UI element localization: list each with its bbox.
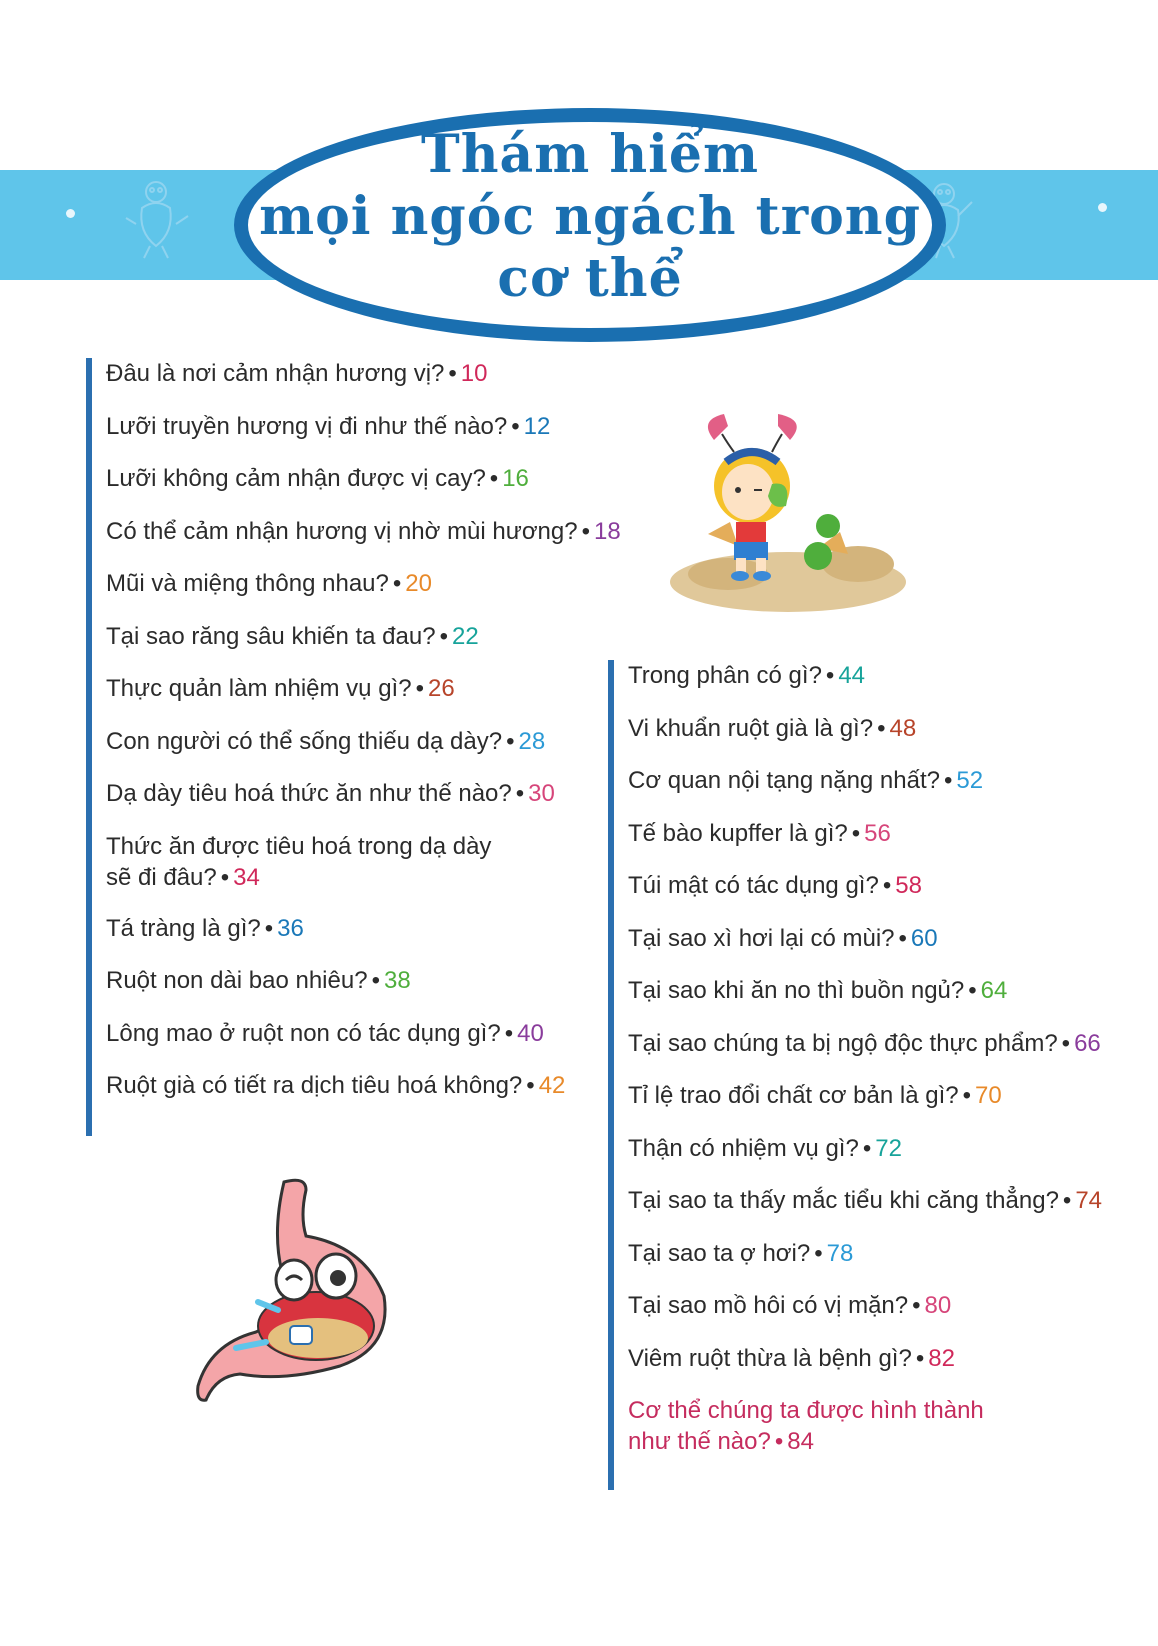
toc-entry-title: Ruột già có tiết ra dịch tiêu hoá không? [106,1072,523,1099]
toc-entry-title: Tại sao ta thấy mắc tiểu khi căng thẳng? [628,1187,1059,1214]
toc-entry-title: Tỉ lệ trao đổi chất cơ bản là gì? [628,1082,959,1109]
toc-entry-title: Mũi và miệng thông nhau? [106,570,389,597]
toc-entry[interactable] [628,765,983,796]
toc-page-number: 30 [528,780,555,807]
band-dot [66,209,75,218]
toc-entry[interactable] [106,1070,565,1101]
bullet-separator: • [504,1019,514,1047]
toc-entry-title-continued: sẽ đi đâu? [106,863,217,891]
bullet-separator: • [851,819,861,847]
toc-entry[interactable] [106,568,432,599]
toc-entry[interactable] [106,621,479,652]
bullet-separator: • [1061,1029,1071,1057]
toc-entry-title: Con người có thể sống thiếu dạ dày? [106,727,503,755]
toc-entry[interactable] [628,923,938,954]
toc-page-number: 66 [1074,1029,1101,1057]
toc-entry[interactable] [628,713,916,744]
toc-entry[interactable] [106,516,621,547]
toc-page-number: 20 [405,570,432,597]
bullet-separator: • [526,1072,535,1099]
bullet-separator: • [506,727,515,755]
bullet-separator: • [264,914,274,942]
bullet-separator: • [1062,1187,1072,1214]
toc-page-number: 78 [826,1239,854,1267]
bullet-separator: • [898,924,907,952]
toc-entry[interactable] [628,870,922,901]
toc-entry-title: Tại sao mồ hôi có vị mặn? [628,1292,909,1319]
toc-entry-title: Đâu là nơi cảm nhận hương vị? [106,360,445,387]
stomach-character-illustration [196,1176,406,1406]
bullet-separator: • [862,1134,872,1162]
toc-entry-title: Cơ thể chúng ta được hình thành [628,1397,984,1424]
toc-page-number: 44 [838,662,866,689]
bullet-separator: • [371,967,380,994]
toc-entry[interactable] [106,831,491,893]
toc-entry-title: Viêm ruột thừa là bệnh gì? [628,1344,912,1372]
toc-entry[interactable] [628,1290,951,1321]
toc-page-number: 26 [427,675,455,702]
toc-page-number: 70 [975,1082,1002,1109]
toc-entry-title: Thức ăn được tiêu hoá trong dạ dày [106,832,492,860]
bullet-separator: • [581,517,591,545]
toc-page-number: 40 [517,1019,544,1047]
bullet-separator: • [489,465,499,492]
toc-page-number: 12 [523,412,551,440]
toc-entry[interactable] [106,463,529,494]
toc-page-number: 60 [910,924,938,952]
toc-entry[interactable] [628,975,1007,1006]
bullet-separator: • [515,780,525,807]
title-line-3: cơ thể [497,248,683,309]
toc-page-number: 56 [864,819,891,847]
toc-entry[interactable] [106,673,455,704]
bullet-separator: • [825,662,835,689]
doodle-left-icon [122,172,192,262]
bullet-separator: • [915,1344,925,1372]
toc-page-number: 52 [956,767,984,794]
title-line-2: mọi ngóc ngách trong [259,186,921,247]
title-line-1: Thám hiểm [421,124,759,185]
bullet-separator: • [968,977,977,1004]
toc-entry-title: Lưỡi truyền hương vị đi như thế nào? [106,412,508,440]
toc-entry-title: Lông mao ở ruột non có tác dụng gì? [106,1019,501,1047]
toc-entry-title: Tại sao răng sâu khiến ta đau? [106,622,436,650]
bee-character-illustration [668,414,908,614]
toc-entry[interactable] [628,1238,853,1269]
toc-page-number: 74 [1075,1187,1103,1214]
toc-entry[interactable] [628,1343,955,1374]
toc-entry[interactable] [106,358,488,389]
toc-page-number: 34 [233,863,260,891]
toc-entry[interactable] [628,1028,1101,1059]
toc-entry-title: Tế bào kupffer là gì? [628,819,848,847]
toc-entry-title: Trong phân có gì? [628,662,822,689]
toc-entry-title: Tại sao ta ợ hơi? [628,1239,811,1267]
bullet-separator: • [912,1292,921,1319]
toc-entry[interactable] [628,1185,1102,1216]
toc-entry[interactable] [106,1018,544,1049]
toc-entry[interactable] [628,818,891,849]
band-dot [1098,203,1107,212]
toc-page-number: 64 [980,977,1008,1004]
bullet-separator: • [220,863,230,891]
toc-entry[interactable] [106,411,550,442]
toc-entry[interactable] [106,778,555,809]
toc-page-number: 38 [383,967,411,994]
bullet-separator: • [439,622,448,650]
toc-entry-title: Túi mật có tác dụng gì? [628,872,879,899]
toc-entry-title: Thực quản làm nhiệm vụ gì? [106,675,412,702]
bullet-separator: • [877,714,886,742]
toc-entry[interactable] [628,1133,902,1164]
toc-right-column [608,660,1134,1490]
toc-page-number: 16 [502,465,529,492]
toc-page-number: 72 [875,1134,902,1162]
toc-entry-title: Tá tràng là gì? [106,914,261,942]
toc-page-number: 42 [538,1072,566,1099]
toc-entry-title: Ruột non dài bao nhiêu? [106,967,368,994]
toc-entry-title: Tại sao chúng ta bị ngộ độc thực phẩm? [628,1029,1058,1057]
bullet-separator: • [511,412,520,440]
toc-page-number: 10 [460,360,488,387]
bullet-separator: • [962,1082,971,1109]
toc-entry[interactable] [628,1080,1002,1111]
bullet-separator: • [882,872,892,899]
toc-entry-title: Vi khuẩn ruột già là gì? [628,714,874,742]
toc-entry[interactable] [628,1395,984,1457]
toc-entry-title: Thận có nhiệm vụ gì? [628,1134,859,1162]
toc-page-number: 82 [928,1344,955,1372]
toc-page-number: 48 [889,714,917,742]
bullet-separator: • [448,360,457,387]
page-title [234,124,946,310]
toc-left-column [86,358,621,1136]
toc-entry-title: Lưỡi không cảm nhận được vị cay? [106,465,486,492]
toc-page-number: 84 [787,1428,814,1455]
toc-entry[interactable] [628,660,865,691]
toc-entry[interactable] [106,913,304,944]
toc-entry-title-continued: như thế nào? [628,1428,771,1455]
toc-entry-title: Tại sao xì hơi lại có mùi? [628,924,895,952]
toc-page-number: 18 [594,517,621,545]
bullet-separator: • [392,570,402,597]
bullet-separator: • [415,675,424,702]
toc-entry-title: Có thể cảm nhận hương vị nhờ mùi hương? [106,517,578,545]
bullet-separator: • [944,767,953,794]
toc-entry[interactable] [106,965,411,996]
toc-page-number: 28 [518,727,546,755]
toc-entry-title: Cơ quan nội tạng nặng nhất? [628,767,940,794]
toc-entry-title: Dạ dày tiêu hoá thức ăn như thế nào? [106,780,512,807]
bullet-separator: • [774,1428,784,1455]
bullet-separator: • [814,1239,823,1267]
toc-page-number: 58 [895,872,922,899]
toc-page-number: 36 [277,914,304,942]
toc-entry[interactable] [106,726,545,757]
toc-page-number: 22 [451,622,479,650]
toc-page-number: 80 [924,1292,952,1319]
toc-entry-title: Tại sao khi ăn no thì buồn ngủ? [628,977,965,1004]
